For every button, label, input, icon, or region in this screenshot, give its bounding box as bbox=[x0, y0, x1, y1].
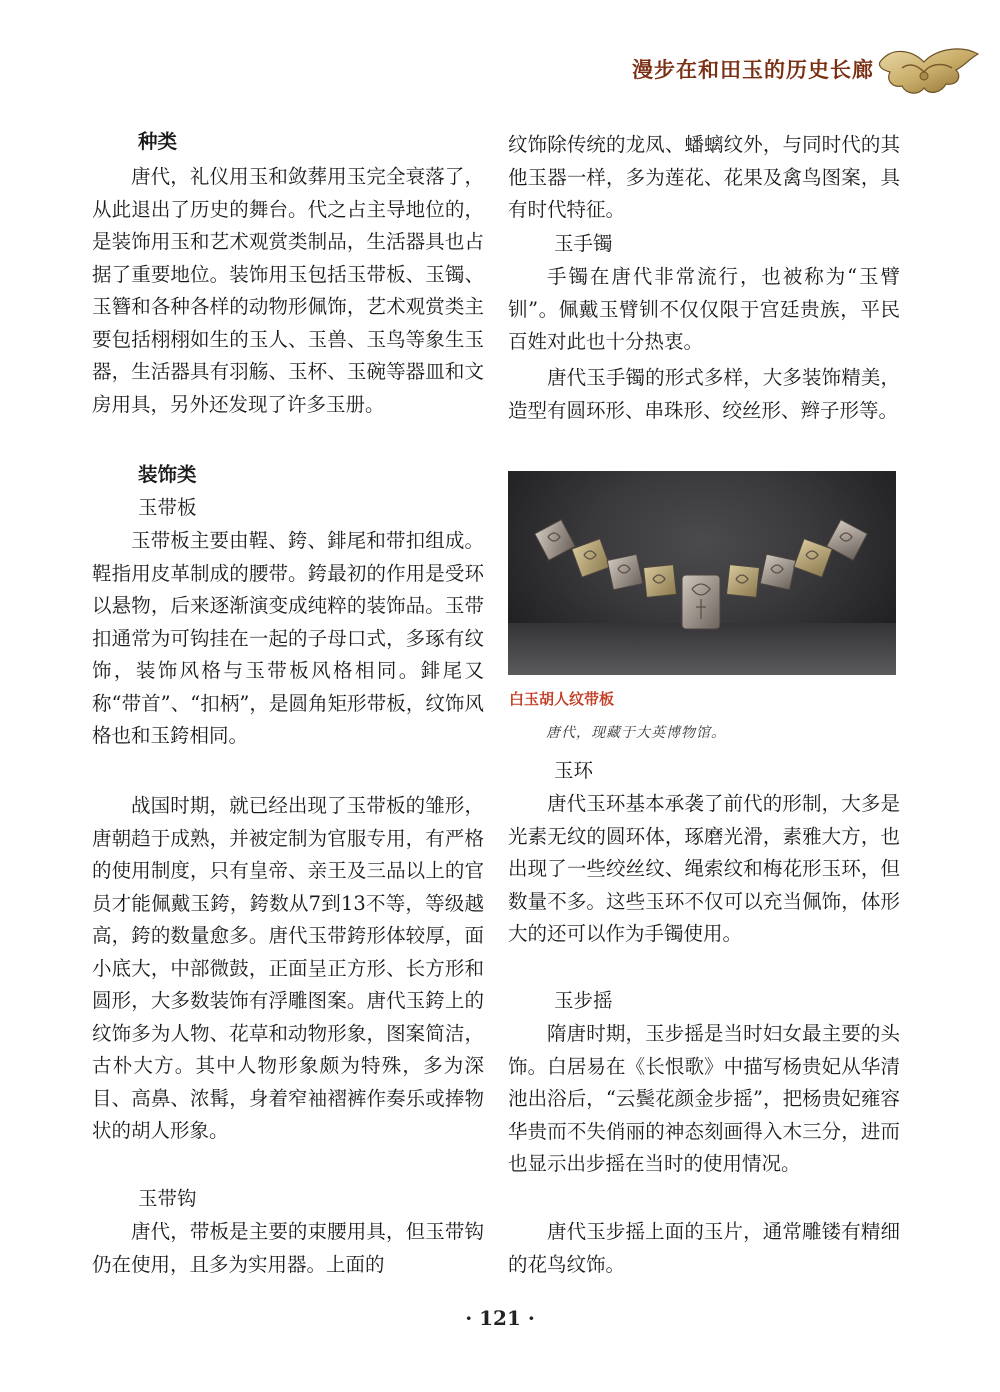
paragraph-continued: 纹饰除传统的龙凤、蟠螭纹外，与同时代的其他玉器一样，多为莲花、花果及禽鸟图案，具有时代特征。 bbox=[508, 133, 900, 221]
paragraph-kinds: 唐代，礼仪用玉和敛葬用玉完全衰落了，从此退出了历史的舞台。代之占主导地位的，是装饰用玉和艺术观赏类制品，生活器具也占据了重要地位。装饰用玉包括玉带板、玉镯、玉簪和各种各样的动物形佩饰，艺术观赏类主要包括栩栩如生的玉人、玉兽、玉鸟等象生玉器，生活器具有羽觞、玉杯、玉碗等器皿和文房用具，另外还发现了许多玉册。 bbox=[92, 165, 484, 416]
paragraph-buyao-pieces: 唐代玉步摇上面的玉片，通常雕镂有精细的花鸟纹饰。 bbox=[508, 1220, 900, 1276]
heading-decor: 装饰类 bbox=[138, 463, 197, 486]
running-header-title: 漫步在和田玉的历史长廊 bbox=[632, 57, 874, 82]
heading-belt-hook: 玉带钩 bbox=[138, 1187, 197, 1210]
paragraph-belt-plaque: 玉带板主要由鞓、銙、䤵尾和带扣组成。鞓指用皮革制成的腰带。銙最初的作用是受环以悬物，后来逐渐演变成纯粹的装饰品。玉带扣通常为可钩挂在一起的子母口式，多琢有纹饰，装饰风格与玉带板风格相同。䤵尾又称“带首”、“扣柄”，是圆角矩形带板，纹饰风格也和玉銙相同。 bbox=[92, 529, 484, 747]
jade-ornament-icon bbox=[872, 40, 984, 98]
paragraph-belt-history: 战国时期，就已经出现了玉带板的雏形，唐朝趋于成熟，并被定制为官服专用，有严格的使用制度，只有皇帝、亲王及三品以上的官员才能佩戴玉銙，銙数从7到13不等，等级越高，銙的数量愈多。唐代玉带銙形体较厚，面小底大，中部微鼓，正面呈正方形、长方形和圆形，大多数装饰有浮雕图案。唐代玉銙上的纹饰多为人物、花草和动物形象，图案简洁，古朴大方。其中人物形象颇为特殊，多为深目、高鼻、浓髯，身着窄袖褶裤作奏乐或捧物状的胡人形象。 bbox=[92, 794, 484, 1142]
heading-ring: 玉环 bbox=[554, 759, 594, 782]
paragraph-ring: 唐代玉环基本承袭了前代的形制，大多是光素无纹的圆环体，琢磨光滑，素雅大方，也出现了一些绞丝纹、绳索纹和梅花形玉环，但数量不多。这些玉环不仅可以充当佩饰，体形大的还可以作为手镯使用。 bbox=[508, 792, 900, 945]
heading-kinds: 种类 bbox=[138, 130, 178, 153]
heading-belt-plaque: 玉带板 bbox=[138, 496, 197, 519]
paragraph-bracelet: 手镯在唐代非常流行，也被称为“玉臂钏”。佩戴玉臂钏不仅仅限于宫廷贵族，平民百姓对此也十分热衷。 bbox=[508, 265, 900, 353]
photo-caption-title: 白玉胡人纹带板 bbox=[509, 690, 615, 708]
jade-belt-plaques-photo bbox=[508, 471, 896, 675]
paragraph-buyao: 隋唐时期，玉步摇是当时妇女最主要的头饰。白居易在《长恨歌》中描写杨贵妃从华清池出浴后，“云鬓花颜金步摇”，把杨贵妃雍容华贵而不失俏丽的神态刻画得入木三分，进而也显示出步摇在当时的使用情况。 bbox=[508, 1022, 900, 1175]
paragraph-bracelet-forms: 唐代玉手镯的形式多样，大多装饰精美，造型有圆环形、串珠形、绞丝形、辫子形等。 bbox=[508, 366, 900, 422]
photo-caption-subtitle: 唐代，现藏于大英博物馆。 bbox=[546, 725, 726, 741]
heading-bracelet: 玉手镯 bbox=[554, 232, 613, 255]
heading-buyao: 玉步摇 bbox=[554, 989, 613, 1012]
paragraph-belt-hook: 唐代，带板是主要的束腰用具，但玉带钩仍在使用，且多为实用器。上面的 bbox=[92, 1220, 484, 1276]
page-number: · 121 · bbox=[465, 1306, 535, 1330]
